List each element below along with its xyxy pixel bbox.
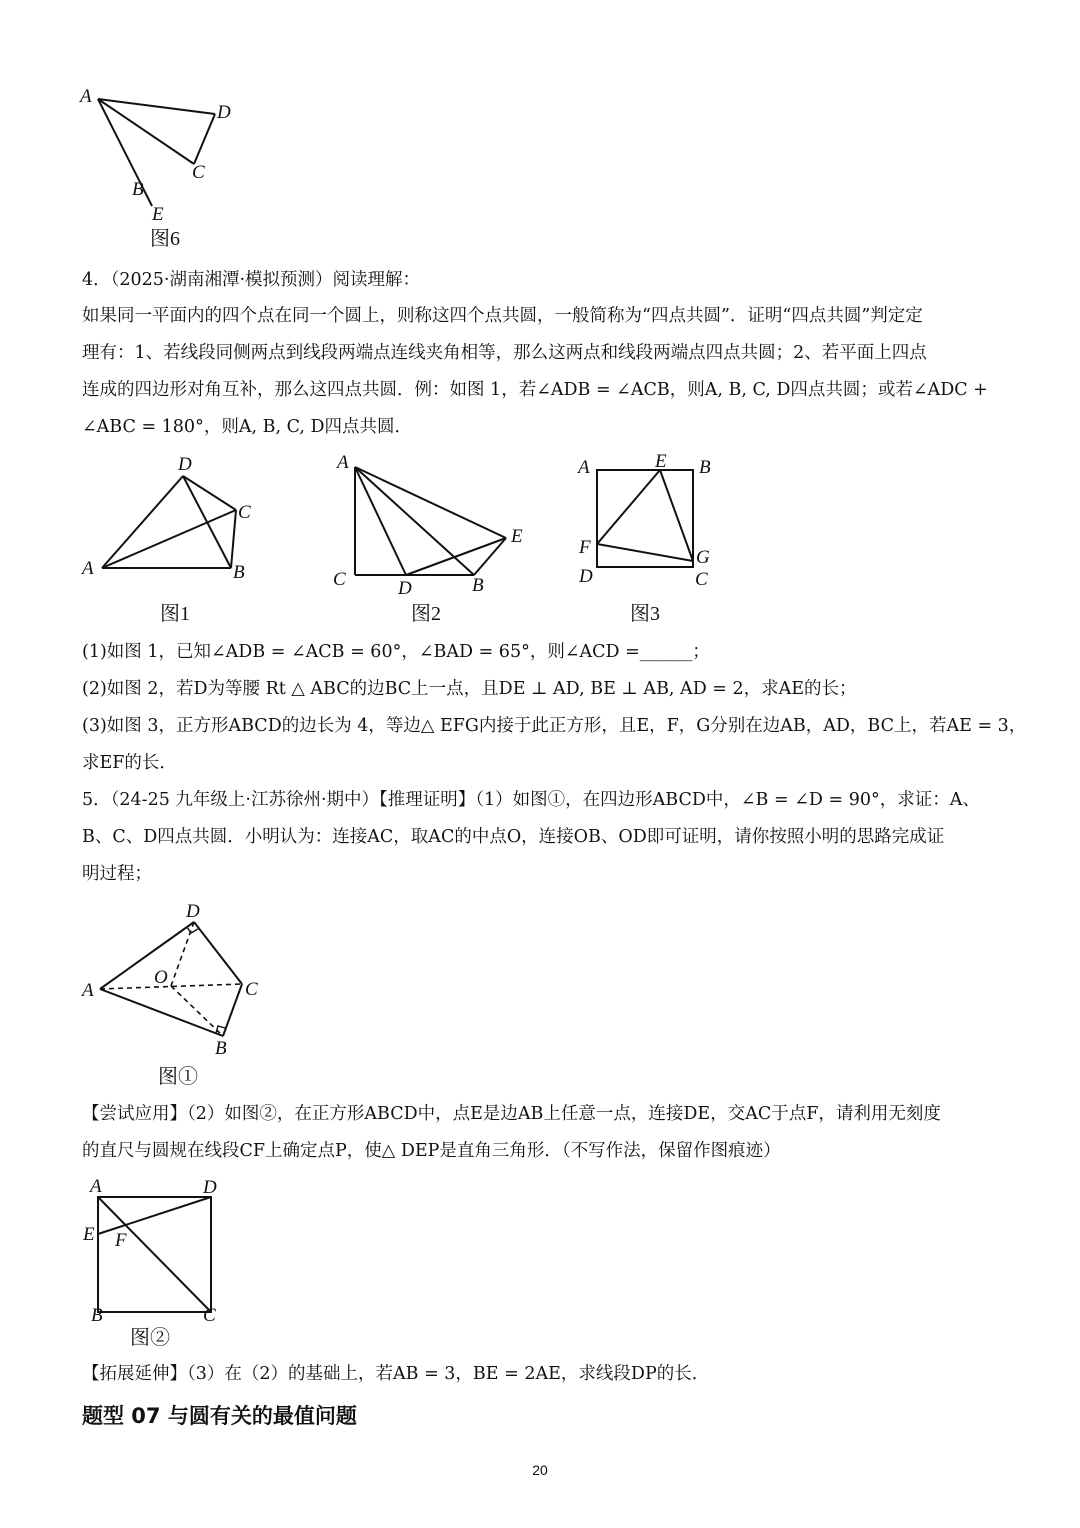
figc2-label-E: E bbox=[83, 1224, 95, 1245]
figc1-label-A: A bbox=[82, 980, 94, 1001]
fig1-segment-AD bbox=[102, 476, 183, 568]
figc1-label-C: C bbox=[245, 979, 258, 1000]
fig1-caption: 图1 bbox=[160, 603, 190, 625]
fig1-segment-DB bbox=[183, 476, 231, 568]
problem-5-intro bbox=[82, 782, 1002, 893]
figc2-label-D: D bbox=[203, 1177, 217, 1198]
fig1-label-A: A bbox=[82, 558, 94, 579]
problem-5-try bbox=[82, 1096, 1002, 1170]
fig2-segment-AB bbox=[355, 467, 474, 575]
problem-4-q2: (2)如图 2，若D为等腰 Rt △ ABC的边BC上一点，且DE ⊥ AD, BE ⊥ AB, AD = 2，求AE的长； bbox=[82, 679, 857, 699]
figc1-label-D: D bbox=[186, 901, 200, 922]
fig6-label-B: B bbox=[132, 179, 144, 200]
problem-5-intro-line-3: 明过程； bbox=[82, 864, 152, 884]
fig3-caption: 图3 bbox=[630, 603, 660, 625]
figc1-right-angle-D bbox=[187, 927, 198, 933]
problem-4-intro-line-1: 如果同一平面内的四个点在同一个圆上，则称这四个点共圆，一般简称为“四点共圆”．证明“四点共圆”判定定 bbox=[82, 306, 923, 326]
figc1-label-B: B bbox=[215, 1038, 227, 1059]
fig1-label-B: B bbox=[233, 562, 245, 583]
fig2-label-C: C bbox=[333, 569, 346, 590]
fig3-label-C: C bbox=[695, 569, 708, 590]
fig2-caption: 图2 bbox=[411, 603, 441, 625]
fig6-segment-AE bbox=[98, 99, 152, 206]
fig3-label-B: B bbox=[699, 457, 711, 478]
fig2-segment-AD bbox=[355, 467, 406, 575]
fig1-label-C: C bbox=[238, 502, 251, 523]
figc2-segment-AC bbox=[98, 1197, 211, 1312]
fig2-label-D: D bbox=[398, 578, 412, 599]
figc1-segment-AD bbox=[100, 922, 194, 989]
figure-6 bbox=[70, 78, 270, 253]
page-number: 20 bbox=[532, 1462, 548, 1478]
fig3-label-D: D bbox=[579, 566, 593, 587]
fig3-segment-EG bbox=[660, 470, 693, 561]
fig2-label-A: A bbox=[337, 452, 349, 473]
problem-4-intro-line-4: ∠ABC = 180°，则A, B, C, D四点共圆． bbox=[82, 417, 412, 437]
problem-4-q3-line-1: (3)如图 3，正方形ABCD的边长为 4，等边△ EFG内接于此正方形，且E，F，G分别在边AB，AD，BC上，若AE = 3， bbox=[82, 716, 1027, 736]
fig2-lines bbox=[355, 467, 506, 575]
fig3-label-E: E bbox=[655, 451, 667, 472]
problem-5-intro-line-2: B、C、D四点共圆．小明认为：连接AC，取AC的中点O，连接OB、OD即可证明，请你按照小明的思路完成证 bbox=[82, 827, 945, 847]
figc2-label-C: C bbox=[203, 1305, 216, 1326]
fig1-segment-CB bbox=[231, 510, 236, 568]
problem-5-try-line-2: 的直尺与圆规在线段CF上确定点P，使△ DEP是直角三角形．（不写作法，保留作图痕迹） bbox=[82, 1141, 781, 1161]
fig6-label-A: A bbox=[80, 86, 92, 107]
fig1-lines bbox=[102, 476, 236, 568]
fig3-segment-EF bbox=[597, 470, 660, 544]
fig6-label-D: D bbox=[217, 102, 231, 123]
fig2-label-E: E bbox=[511, 526, 523, 547]
problem-4-q3-line-2: 求EF的长． bbox=[82, 753, 177, 773]
fig3-segment-FG bbox=[597, 544, 693, 561]
section-heading: 题型 07 与圆有关的最值问题 bbox=[82, 1404, 357, 1428]
figc1-segment-DC bbox=[194, 922, 242, 984]
fig6-caption: 图6 bbox=[150, 228, 180, 250]
problem-4-header-text: 4．（2025·湖南湘潭·模拟预测）阅读理解： bbox=[82, 270, 421, 290]
problem-4-questions bbox=[82, 634, 1027, 782]
figc1-segment-AB bbox=[100, 989, 223, 1036]
problem-5-intro-line-1: 5．（24-25 九年级上·江苏徐州·期中）【推理证明】（1）如图①，在四边形ABCD中，∠B = ∠D = 90°，求证：A、 bbox=[82, 790, 980, 810]
fig6-segment-DC bbox=[194, 114, 215, 164]
figure-circle-2 bbox=[70, 1170, 270, 1355]
fig6-label-C: C bbox=[192, 162, 205, 183]
problem-4-header bbox=[82, 262, 1002, 299]
figc1-segment-OB bbox=[171, 986, 223, 1036]
figc1-caption: 图① bbox=[158, 1066, 198, 1088]
figures-1-2-3 bbox=[70, 448, 750, 633]
problem-4-intro-line-2: 理有：1、若线段同侧两点到线段两端点连线夹角相等，那么这两点和线段两端点四点共圆；2、若平面上四点 bbox=[82, 343, 927, 363]
figc1-segment-CB bbox=[223, 984, 242, 1036]
figc2-label-A: A bbox=[90, 1176, 102, 1197]
fig2-label-B: B bbox=[472, 575, 484, 596]
problem-4-q1: (1)如图 1，已知∠ADB = ∠ACB = 60°，∠BAD = 65°，则∠ACD =______； bbox=[82, 642, 710, 662]
figure-circle-1 bbox=[70, 895, 290, 1095]
figc2-label-B: B bbox=[91, 1305, 103, 1326]
fig2-segment-AE bbox=[355, 467, 506, 538]
problem-4-intro-line-3: 连成的四边形对角互补，那么这四点共圆．例：如图 1，若∠ADB = ∠ACB，则A, B, C, D四点共圆；或若∠ADC + bbox=[82, 380, 988, 400]
fig3-label-G: G bbox=[696, 547, 710, 568]
problem-5-extend bbox=[82, 1356, 1002, 1393]
problem-4-intro bbox=[82, 298, 1002, 446]
fig1-label-D: D bbox=[178, 454, 192, 475]
fig6-label-E: E bbox=[152, 204, 164, 225]
problem-5-try-line-1: 【尝试应用】（2）如图②，在正方形ABCD中，点E是边AB上任意一点，连接DE，交AC于点F，请利用无刻度 bbox=[82, 1104, 941, 1124]
figc1-label-O: O bbox=[154, 967, 168, 988]
figc2-caption: 图② bbox=[130, 1327, 170, 1349]
problem-5-extend-text: 【拓展延伸】（3）在（2）的基础上，若AB = 3，BE = 2AE，求线段DP的长． bbox=[82, 1364, 710, 1384]
figc2-label-F: F bbox=[115, 1230, 127, 1251]
fig3-lines bbox=[597, 470, 693, 567]
fig3-label-F: F bbox=[579, 537, 591, 558]
fig3-label-A: A bbox=[578, 457, 590, 478]
